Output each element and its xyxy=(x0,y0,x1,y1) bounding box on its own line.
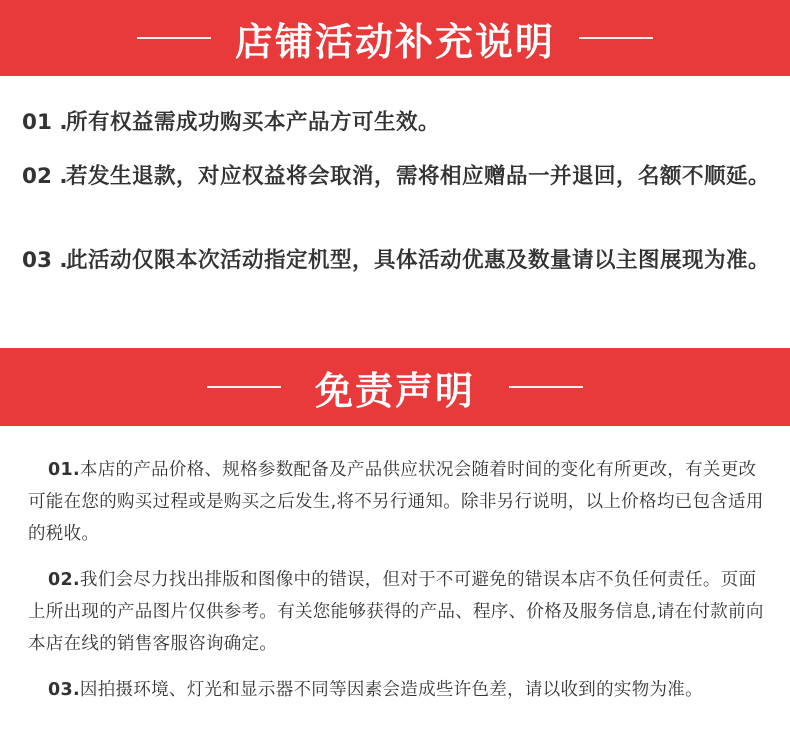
note-number: 03 . xyxy=(22,248,68,273)
disclaimer-text: 我们会尽力找出排版和图像中的错误，但对于不可避免的错误本店不负任何责任。页面上所出现的产品图片仅供参考。有关您能够获得的产品、程序、价格及服务信息,请在付款前向本店在线的销售客服咨询确定。 xyxy=(28,570,764,654)
banner-left-rule xyxy=(137,37,211,39)
banner-right-rule xyxy=(509,386,583,388)
disclaimer-title: 免责声明 xyxy=(314,368,475,413)
note-text: 若发生退款，对应权益将会取消，需将相应赠品一并退回，名额不顺延。 xyxy=(66,164,771,189)
note-text: 此活动仅限本次活动指定机型，具体活动优惠及数量请以主图展现为准。 xyxy=(66,248,771,273)
note-number: 02 . xyxy=(22,164,68,189)
activity-notes-banner xyxy=(0,0,790,76)
disclaimer-banner xyxy=(0,348,790,426)
activity-note-item xyxy=(22,104,782,142)
banner-right-rule xyxy=(579,37,653,39)
disclaimer-list xyxy=(0,426,790,746)
disclaimer-paragraph xyxy=(28,674,773,706)
disclaimer-number: 03. xyxy=(48,680,80,700)
disclaimer-paragraph xyxy=(28,564,773,660)
note-text: 所有权益需成功购买本产品方可生效。 xyxy=(66,110,441,135)
activity-notes-list xyxy=(0,76,790,348)
activity-note-item xyxy=(22,242,782,280)
disclaimer-paragraph xyxy=(28,454,773,550)
activity-note-item xyxy=(22,158,782,196)
banner-left-rule xyxy=(207,386,281,388)
disclaimer-number: 02. xyxy=(48,570,80,590)
note-number: 01 . xyxy=(22,110,68,135)
disclaimer-text: 因拍摄环境、灯光和显示器不同等因素会造成些许色差，请以收到的实物为准。 xyxy=(79,680,703,700)
disclaimer-text: 本店的产品价格、规格参数配备及产品供应状况会随着时间的变化有所更改，有关更改可能在您的购买过程或是购买之后发生,将不另行通知。除非另行说明，以上价格均已包含适用的税收。 xyxy=(28,460,764,544)
activity-notes-title: 店铺活动补充说明 xyxy=(234,19,555,64)
disclaimer-number: 01. xyxy=(48,460,80,480)
